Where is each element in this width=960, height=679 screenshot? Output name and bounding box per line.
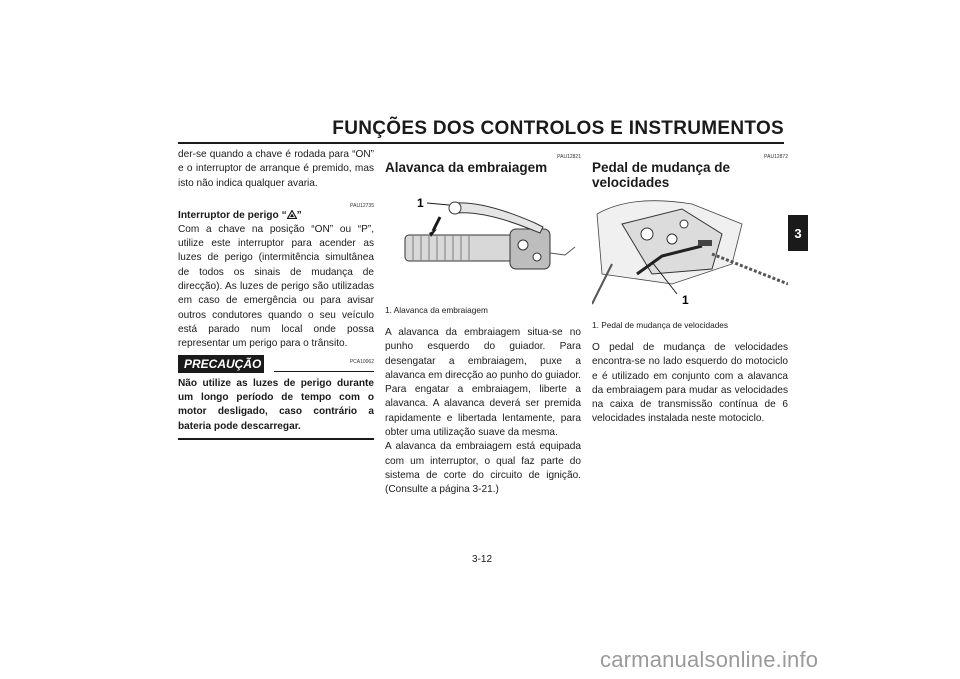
caution-code: PCA10062 <box>349 358 374 365</box>
intro-text: der-se quando a chave é rodada para “ON” e o interruptor de arranque é premido, mas isto não indica qualquer avaria. <box>178 149 374 189</box>
clutch-figure-caption: 1. Alavanca da embraiagem <box>385 305 488 315</box>
page-header-title: FUNÇÕES DOS CONTROLOS E INSTRUMENTOS <box>332 118 784 139</box>
column-clutch-lever <box>385 148 581 498</box>
shift-pedal-illustration <box>592 194 788 312</box>
caution-header-line <box>274 371 374 372</box>
column-hazard-switch <box>178 148 374 440</box>
clutch-title: Alavanca da embraiagem <box>385 160 548 175</box>
figure-callout: 1 <box>682 293 689 307</box>
shift-pedal-figure <box>592 194 788 312</box>
figure-callout: 1 <box>417 196 424 210</box>
column-shift-pedal <box>592 148 788 427</box>
hazard-heading: Interruptor de perigo “ ” <box>178 209 302 221</box>
clutch-lever-figure <box>385 183 581 291</box>
caution-label: PRECAUÇÃO <box>178 355 264 373</box>
chapter-tab[interactable]: 3 <box>788 215 808 251</box>
shift-pedal-title: Pedal de mudança de velocidades <box>592 160 731 190</box>
caution-bottom-rule <box>178 438 374 440</box>
clutch-lever-illustration <box>385 183 581 291</box>
hazard-warning-icon <box>287 210 297 219</box>
watermark-text[interactable]: carmanualsonline.info <box>600 647 819 672</box>
section-code: PAU12821 <box>557 154 581 160</box>
page-number: 3-12 <box>471 554 492 565</box>
shift-pedal-body: O pedal de mudança de velocidades encontra-se no lado esquerdo do motociclo e é utilizado em conjunto com a alavanca da embraiagem para mudar as velocidades na caixa de transmissão contínua de 6 velocidades instalada neste motociclo. <box>592 342 788 425</box>
hazard-body: Com a chave na posição “ON” ou “P”, utilize este interruptor para acender as luzes de perigo (intermitência simultânea de todos os sinais de mudança de direcção). As luzes de perigo são utilizadas em caso de emergência ou para avisar outros condutores quando o seu veículo está parado num local onde possa representar um perigo para o trânsito. <box>178 223 374 350</box>
header-rule <box>178 142 784 144</box>
caution-text: Não utilize as luzes de perigo durante um longo período de tempo com o motor desligado, caso contrário a bateria pode descarregar. <box>178 377 374 432</box>
section-code: PAU12735 <box>350 202 374 209</box>
shift-pedal-figure-caption: 1. Pedal de mudança de velocidades <box>592 320 729 330</box>
section-code: PAU12872 <box>764 154 788 160</box>
clutch-body-2: A alavanca da embraiagem está equipada com um interruptor, o qual faz parte do sistema de corte do circuito de ignição. (Consulte a página 3-21.) <box>385 441 581 496</box>
clutch-body-1: A alavanca da embraiagem situa-se no punho esquerdo do guiador. Para desengatar a embraiagem, puxe a alavanca em direcção ao punho do guiador. Para engatar a embraiagem, liberte a alavanca. A alavanca deverá ser premida rapidamente e libertada lentamente, para obter uma utilização suave da mesma. <box>385 327 581 439</box>
